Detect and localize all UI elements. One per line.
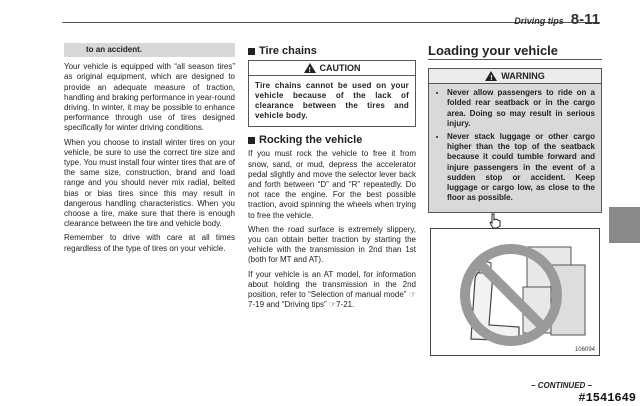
caution-box [248, 60, 416, 127]
continued-label: – CONTINUED – [531, 381, 592, 390]
warning-label: WARNING [501, 71, 545, 82]
page-number: 8-11 [570, 11, 600, 28]
continued-note-box: to an accident. [64, 43, 235, 57]
paragraph-rocking: If you must rock the vehicle to free it from snow, sand, or mud, depress the accelerator pedal slightly and move the selector lever back and forth between “D” and “R” repeatedly. Do not race the engine. For the best possible traction, avoid spinning the wheels when trying to free the vehicle. [248, 149, 416, 220]
rocking-heading: Rocking the vehicle [259, 134, 363, 147]
column-middle [248, 46, 416, 314]
running-header [514, 11, 600, 28]
paragraph-at-model: If your vehicle is an AT model, for information about holding the transmission in the 2nd position, refer to “Selection of manual mode” ☞7-19 and “Driving tips” ☞7-21. [248, 269, 416, 310]
bullet-square-icon [248, 137, 255, 144]
figure-number: 106094 [574, 347, 595, 353]
section-rocking [248, 135, 416, 145]
warning-header [429, 69, 601, 84]
document-id: #1541649 [578, 391, 636, 405]
warning-item: • Never stack luggage or other cargo higher than the top of the seatback because it could tumble forward and injure passengers in the event of a sudden stop or accident. Keep luggage or cargo low, as close to the floor as possible. [447, 132, 595, 203]
tire-chains-heading: Tire chains [259, 45, 317, 57]
warning-item: • Never allow passengers to ride on a folded rear seatback or in the cargo area. Doing so may result in serious injury. [447, 88, 595, 129]
warning-list [429, 84, 601, 212]
loading-heading: Loading your vehicle [428, 46, 602, 60]
column-right [428, 43, 602, 213]
cursor-hand-icon [488, 213, 502, 229]
section-tire-chains [248, 46, 416, 56]
no-stacking-illustration [430, 228, 600, 356]
column-left [64, 43, 235, 258]
paragraph-winter-tires: When you choose to install winter tires on your vehicle, be sure to use the correct tire size and type. You must install four winter tires that are of the same size, construction, brand and load range and you should never mix radial, belted bias or bias tires since this may result in dangerous handling characteristics. When you choose a tire, make sure that there is enough clearance between the tire and vehicle body. [64, 137, 235, 229]
warning-triangle-icon: ! [485, 71, 497, 81]
caution-header [249, 61, 415, 76]
caution-text: Tire chains cannot be used on your vehicle because of the lack of clearance between the tires and vehicle body. [255, 81, 409, 121]
section-name: Driving tips [514, 16, 564, 26]
illustration-svg [431, 229, 599, 355]
warning-triangle-icon: ! [304, 63, 316, 73]
caution-label: CAUTION [319, 63, 361, 74]
bullet-square-icon [248, 48, 255, 55]
chapter-thumb-tab [609, 207, 640, 243]
warning-box [428, 68, 602, 213]
paragraph-all-season: Your vehicle is equipped with “all season tires” as original equipment, which are designed to provide an adequate measure of traction, handling and braking performance in year-round driving. In winter, it may be possible to enhance performance through use of tires designed specifically for winter driving conditions. [64, 62, 235, 133]
paragraph-drive-care: Remember to drive with care at all times regardless of the type of tires on your vehicle. [64, 233, 235, 253]
paragraph-slippery: When the road surface is extremely slippery, you can obtain better traction by starting the vehicle with the transmission in 2nd than 1st (both for MT and AT). [248, 224, 416, 265]
